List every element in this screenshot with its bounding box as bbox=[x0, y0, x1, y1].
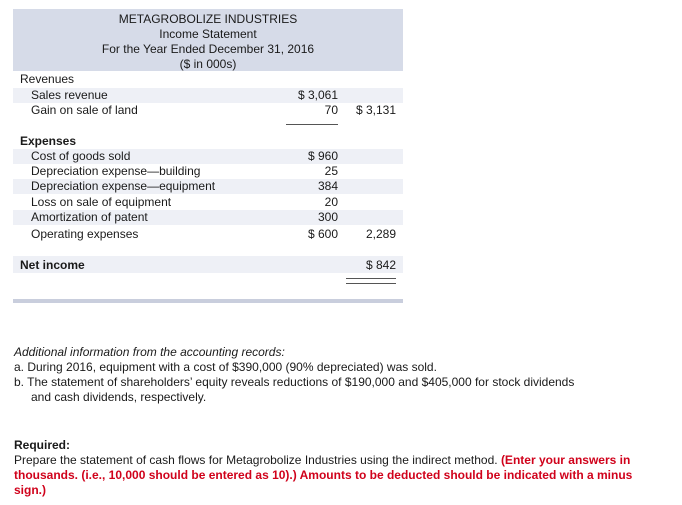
expense-label: Operating expenses bbox=[31, 227, 139, 241]
table-bottom-bar bbox=[13, 299, 403, 303]
required-paragraph bbox=[14, 453, 654, 498]
expense-amount: $ 600 bbox=[307, 227, 338, 241]
expense-label: Depreciation expense—building bbox=[31, 164, 201, 178]
net-income-amount: $ 842 bbox=[365, 258, 396, 272]
statement-units: ($ in 000s) bbox=[179, 57, 237, 71]
expense-amount: 384 bbox=[317, 179, 338, 193]
expense-amount: 300 bbox=[317, 210, 338, 224]
required-note: (Enter your answers in thousands. (i.e., 10,000 should be entered as 10).) Amounts to be deducted should be indicated with a minus sign.) bbox=[14, 453, 633, 497]
statement-period: For the Year Ended December 31, 2016 bbox=[101, 42, 315, 56]
required-text: Prepare the statement of cash flows for Metagrobolize Industries using the indirect method. bbox=[14, 453, 498, 467]
additional-item-b: b. The statement of shareholders’ equity reveals reductions of $190,000 and $405,000 for stock dividends bbox=[14, 375, 575, 389]
company-name: METAGROBOLIZE INDUSTRIES bbox=[118, 12, 298, 26]
double-rule-bottom bbox=[346, 283, 396, 284]
expense-label: Loss on sale of equipment bbox=[31, 195, 172, 209]
expense-amount: 20 bbox=[324, 195, 338, 209]
expenses-heading: Expenses bbox=[20, 134, 77, 148]
expense-label: Depreciation expense—equipment bbox=[31, 179, 216, 193]
statement-header bbox=[13, 9, 403, 71]
additional-info-heading: Additional information from the accounting records: bbox=[14, 345, 285, 359]
expenses-total: 2,289 bbox=[365, 227, 396, 241]
expense-amount: 25 bbox=[324, 164, 338, 178]
revenue-label: Gain on sale of land bbox=[31, 103, 138, 117]
required-heading: Required: bbox=[14, 438, 71, 452]
additional-item-a: a. During 2016, equipment with a cost of $390,000 (90% depreciated) was sold. bbox=[14, 360, 437, 374]
expense-amount: $ 960 bbox=[307, 149, 338, 163]
revenue-amount: 70 bbox=[324, 103, 338, 117]
expense-label: Cost of goods sold bbox=[31, 149, 131, 163]
expense-label: Amortization of patent bbox=[31, 210, 148, 224]
subtotal-rule bbox=[286, 124, 338, 125]
revenues-heading: Revenues bbox=[20, 72, 75, 86]
statement-title: Income Statement bbox=[159, 27, 257, 41]
revenues-total: $ 3,131 bbox=[355, 103, 396, 117]
double-rule-top bbox=[346, 278, 396, 279]
additional-item-b-continued: and cash dividends, respectively. bbox=[31, 390, 207, 404]
revenue-amount: $ 3,061 bbox=[297, 88, 338, 102]
revenue-label: Sales revenue bbox=[31, 88, 108, 102]
net-income-label: Net income bbox=[20, 258, 85, 272]
